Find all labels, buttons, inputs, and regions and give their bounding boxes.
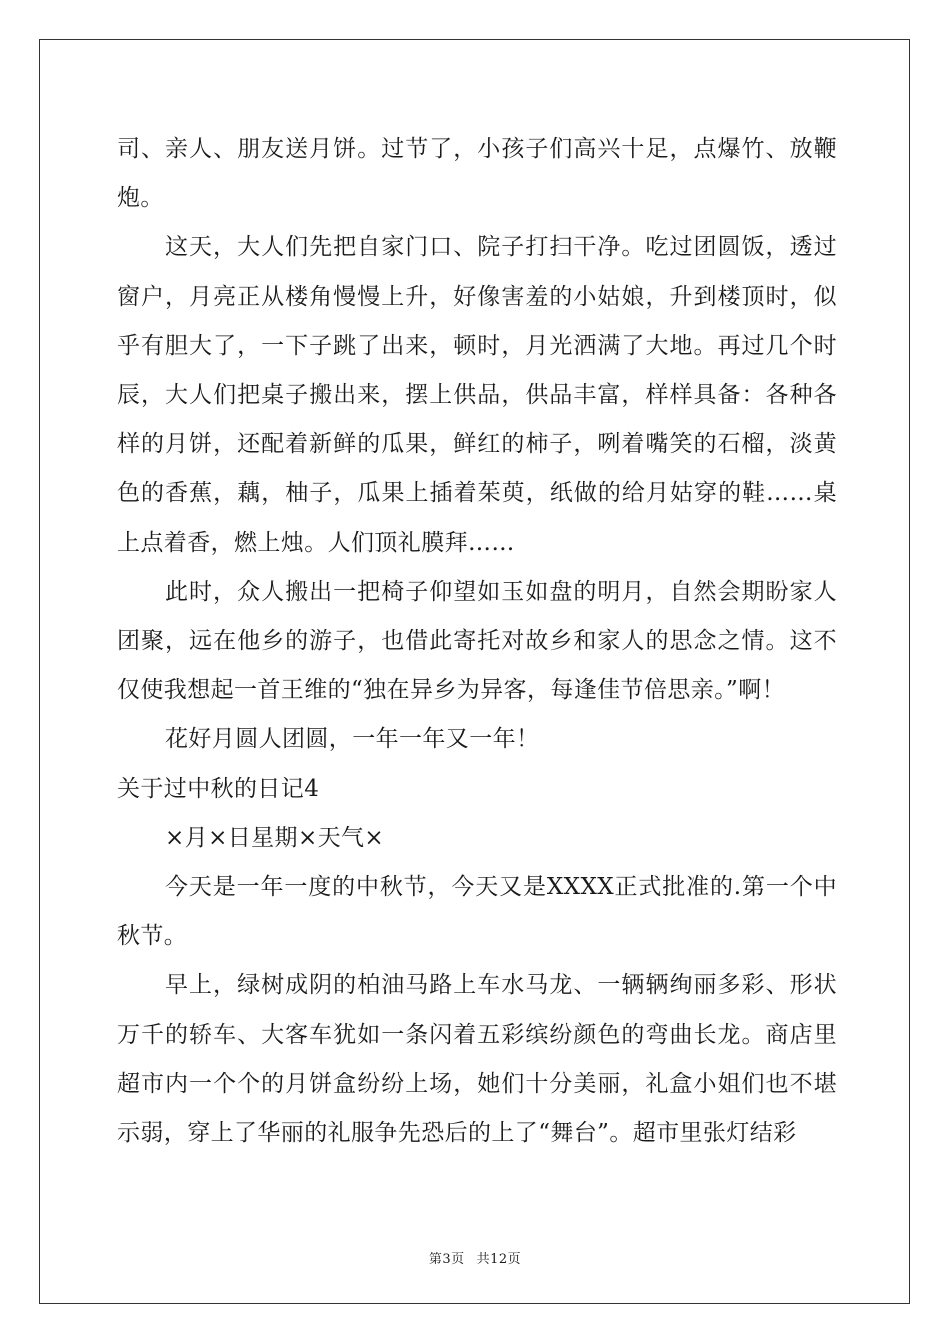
paragraph: 这天，大人们先把自家门口、院子打扫干净。吃过团圆饭，透过窗户，月亮正从楼角慢慢上升，好像害羞的小姑娘，升到楼顶时，似乎有胆大了，一下子跳了出来，顿时，月光洒满了大地。再过几个时辰，大人们把桌子搬出来，摆上供品，供品丰富，样样具备：各种各样的月饼，还配着新鲜的瓜果，鲜红的柿子，咧着嘴笑的石榴，淡黄色的香蕉，藕，柚子，瓜果上插着茱萸，纸做的给月姑穿的鞋……桌上点着香，燃上烛。人们顶礼膜拜…… bbox=[117, 234, 837, 556]
page-number: 第3页 bbox=[428, 1252, 465, 1267]
paragraph: 花好月圆人团圆，一年一年又一年！ bbox=[165, 726, 540, 753]
paragraph: 今天是一年一度的中秋节，今天又是XXXX正式批准的.第一个中秋节。 bbox=[117, 874, 837, 950]
document-body bbox=[117, 125, 837, 1158]
paragraph: 早上，绿树成阴的柏油马路上车水马龙、一辆辆绚丽多彩、形状万千的轿车、大客车犹如一条闪着五彩缤纷颜色的弯曲长龙。商店里超市内一个个的月饼盒纷纷上场，她们十分美丽，礼盒小姐们也不堪示弱，穿上了华丽的礼服争先恐后的上了“舞台”。超市里张灯结彩 bbox=[117, 972, 837, 1147]
page-footer bbox=[0, 1248, 950, 1267]
page-total: 共12页 bbox=[476, 1252, 522, 1267]
paragraph: 司、亲人、朋友送月饼。过节了，小孩子们高兴十足，点爆竹、放鞭炮。 bbox=[117, 136, 837, 212]
paragraph: ×月×日星期×天气× bbox=[165, 824, 385, 851]
paragraph: 此时，众人搬出一把椅子仰望如玉如盘的明月，自然会期盼家人团聚，远在他乡的游子，也借此寄托对故乡和家人的思念之情。这不仅使我想起一首王维的“独在异乡为异客，每逢佳节倍思亲。”啊！ bbox=[117, 578, 837, 704]
section-title: 关于过中秋的日记4 bbox=[117, 775, 320, 802]
